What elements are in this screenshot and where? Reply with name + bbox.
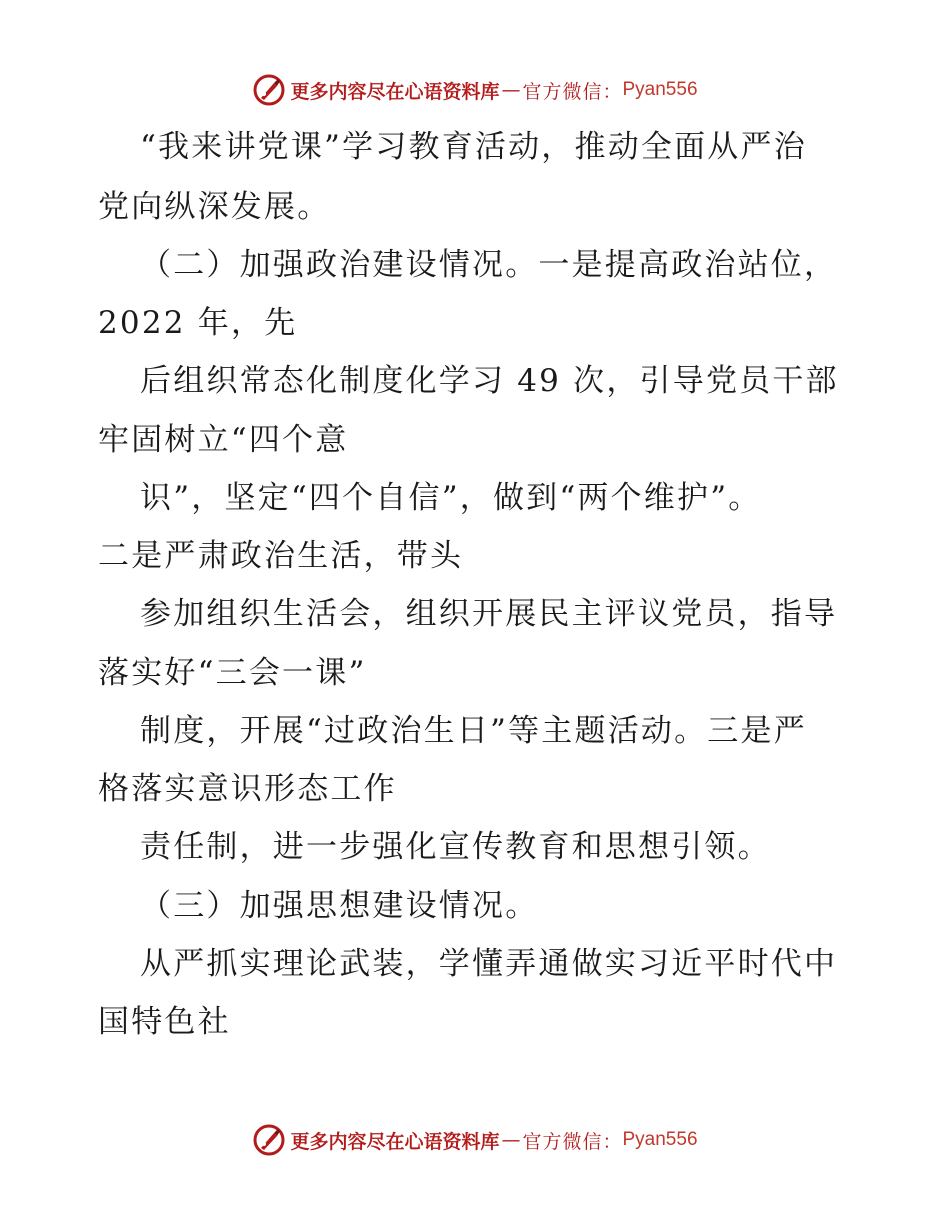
- body-line: 参加组织生活会，组织开展民主评议党员，指导: [140, 596, 838, 632]
- banner-label: 官方微信：: [522, 80, 623, 103]
- body-line: 落实好“三会一课”: [98, 655, 367, 691]
- header-banner: [0, 70, 950, 110]
- banner-wechat-id: Pyan556: [622, 1129, 698, 1150]
- section-heading: （三）加强思想建设情况。: [140, 888, 539, 924]
- banner-main-text: 更多内容尽在心语资料库: [290, 80, 500, 103]
- body-line: 二是严肃政治生活，带头: [98, 538, 464, 574]
- banner-wechat-id: Pyan556: [622, 79, 698, 100]
- body-line: 从严抓实理论武装，学懂弄通做实习近平时代中: [140, 946, 838, 982]
- body-line: 制度，开展“过政治生日”等主题活动。三是严: [140, 713, 807, 749]
- pen-logo-icon: [252, 73, 286, 107]
- banner-main-text: 更多内容尽在心语资料库: [290, 1130, 500, 1153]
- footer-banner: [0, 1120, 950, 1160]
- pen-logo-icon: [252, 1123, 286, 1157]
- body-line: 牢固树立“四个意: [98, 422, 349, 458]
- body-line: 识”，坚定“四个自信”，做到“两个维护”。: [140, 480, 762, 516]
- body-line: 党向纵深发展。: [98, 189, 331, 225]
- banner-dash: —: [501, 1129, 521, 1151]
- banner-dash: —: [501, 79, 521, 101]
- body-line: 责任制，进一步强化宣传教育和思想引领。: [140, 829, 771, 865]
- body-line: 国特色社: [98, 1004, 231, 1040]
- body-line: （二）加强政治建设情况。一是提高政治站位，: [140, 247, 838, 283]
- body-line: 格落实意识形态工作: [98, 771, 397, 807]
- body-line: “我来讲党课”学习教育活动，推动全面从严治: [140, 129, 807, 165]
- body-line: 2022 年，先: [98, 305, 298, 341]
- body-line: 后组织常态化制度化学习 49 次，引导党员干部: [140, 363, 839, 399]
- banner-label: 官方微信：: [522, 1130, 623, 1153]
